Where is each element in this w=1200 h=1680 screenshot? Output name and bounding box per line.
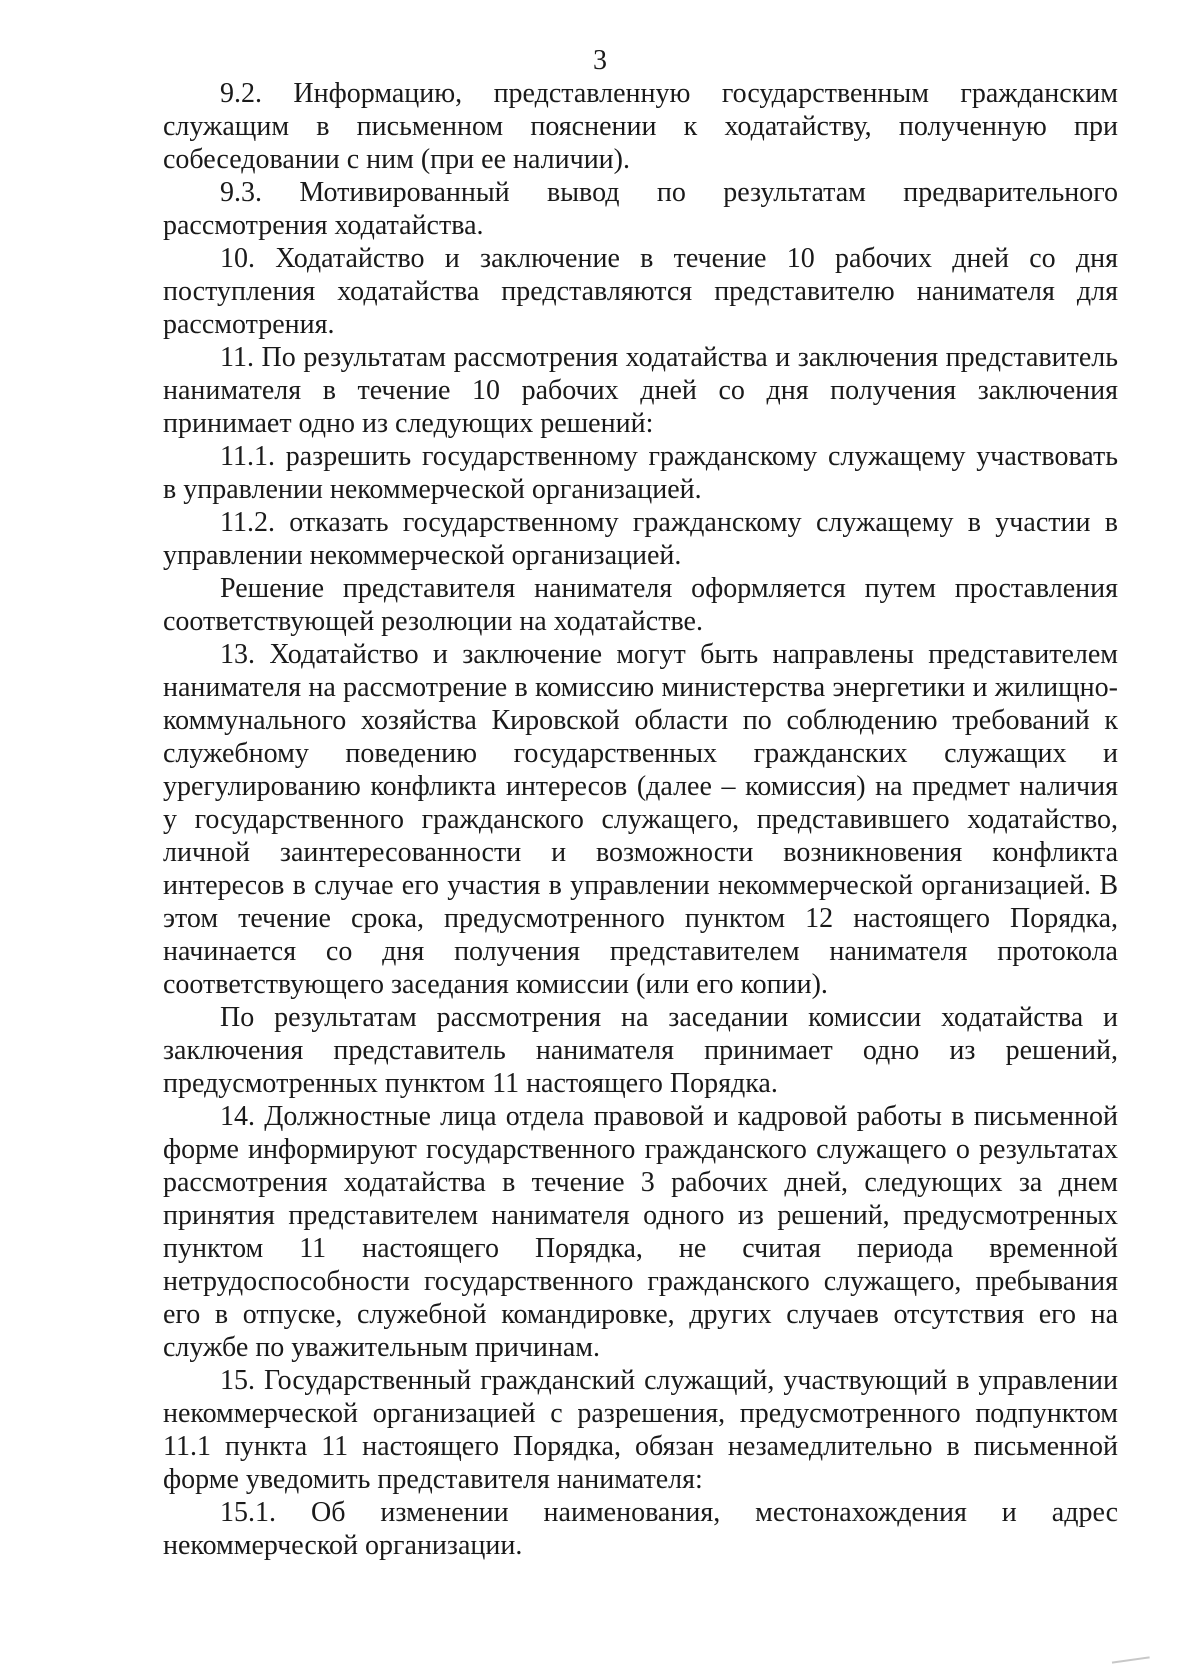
paragraph-15: 15. Государственный гражданский служащий, участвующий в управлении некоммерческой организацией с разрешения, предусмотренного подпунктом 11.1 пункта 11 настоящего Порядка, обязан незамедлительно в письменной форме уведомить представителя нанимателя: bbox=[163, 1365, 1118, 1495]
paragraph-9-3: 9.3. Мотивированный вывод по результатам предварительного рассмотрения ходатайства. bbox=[163, 177, 1118, 241]
paragraph-15-1: 15.1. Об изменении наименования, местонахождения и адрес некоммерческой организации. bbox=[163, 1497, 1118, 1561]
paragraph-decision: Решение представителя нанимателя оформляется путем проставления соответствующей резолюции на ходатайстве. bbox=[163, 573, 1118, 637]
document-body bbox=[163, 77, 1118, 1562]
paragraph-11-2: 11.2. отказать государственному гражданскому служащему в участии в управлении некоммерческой организацией. bbox=[163, 507, 1118, 571]
paragraph-13: 13. Ходатайство и заключение могут быть направлены представителем нанимателя на рассмотрение в комиссию министерства энергетики и жилищно-коммунального хозяйства Кировской области по соблюдению требований к служебному поведению государственных гражданских служащих и урегулированию конфликта интересов (далее – комиссия) на предмет наличия у государственного гражданского служащего, представившего ходатайство, личной заинтересованности и возможности возникновения конфликта интересов в случае его участия в управлении некоммерческой организацией. В этом течение срока, предусмотренного пунктом 12 настоящего Порядка, начинается со дня получения представителем нанимателя протокола соответствующего заседания комиссии (или его копии). bbox=[163, 639, 1118, 1000]
paragraph-10: 10. Ходатайство и заключение в течение 10 рабочих дней со дня поступления ходатайства представляются представителю нанимателя для рассмотрения. bbox=[163, 243, 1118, 340]
scan-artifact bbox=[1112, 1656, 1150, 1666]
paragraph-11-1: 11.1. разрешить государственному гражданскому служащему участвовать в управлении некоммерческой организацией. bbox=[163, 441, 1118, 505]
paragraph-11: 11. По результатам рассмотрения ходатайства и заключения представитель нанимателя в течение 10 рабочих дней со дня получения заключения принимает одно из следующих решений: bbox=[163, 342, 1118, 439]
paragraph-9-2: 9.2. Информацию, представленную государственным гражданским служащим в письменном пояснении к ходатайству, полученную при собеседовании с ним (при ее наличии). bbox=[163, 78, 1118, 175]
page-number: 3 bbox=[593, 45, 607, 76]
paragraph-commission-result: По результатам рассмотрения на заседании комиссии ходатайства и заключения представитель нанимателя принимает одно из решений, предусмотренных пунктом 11 настоящего Порядка. bbox=[163, 1002, 1118, 1099]
paragraph-14: 14. Должностные лица отдела правовой и кадровой работы в письменной форме информируют государственного гражданского служащего о результатах рассмотрения ходатайства в течение 3 рабочих дней, следующих за днем принятия представителем нанимателя одного из решений, предусмотренных пунктом 11 настоящего Порядка, не считая периода временной нетрудоспособности государственного гражданского служащего, пребывания его в отпуске, служебной командировке, других случаев отсутствия его на службе по уважительным причинам. bbox=[163, 1101, 1118, 1363]
